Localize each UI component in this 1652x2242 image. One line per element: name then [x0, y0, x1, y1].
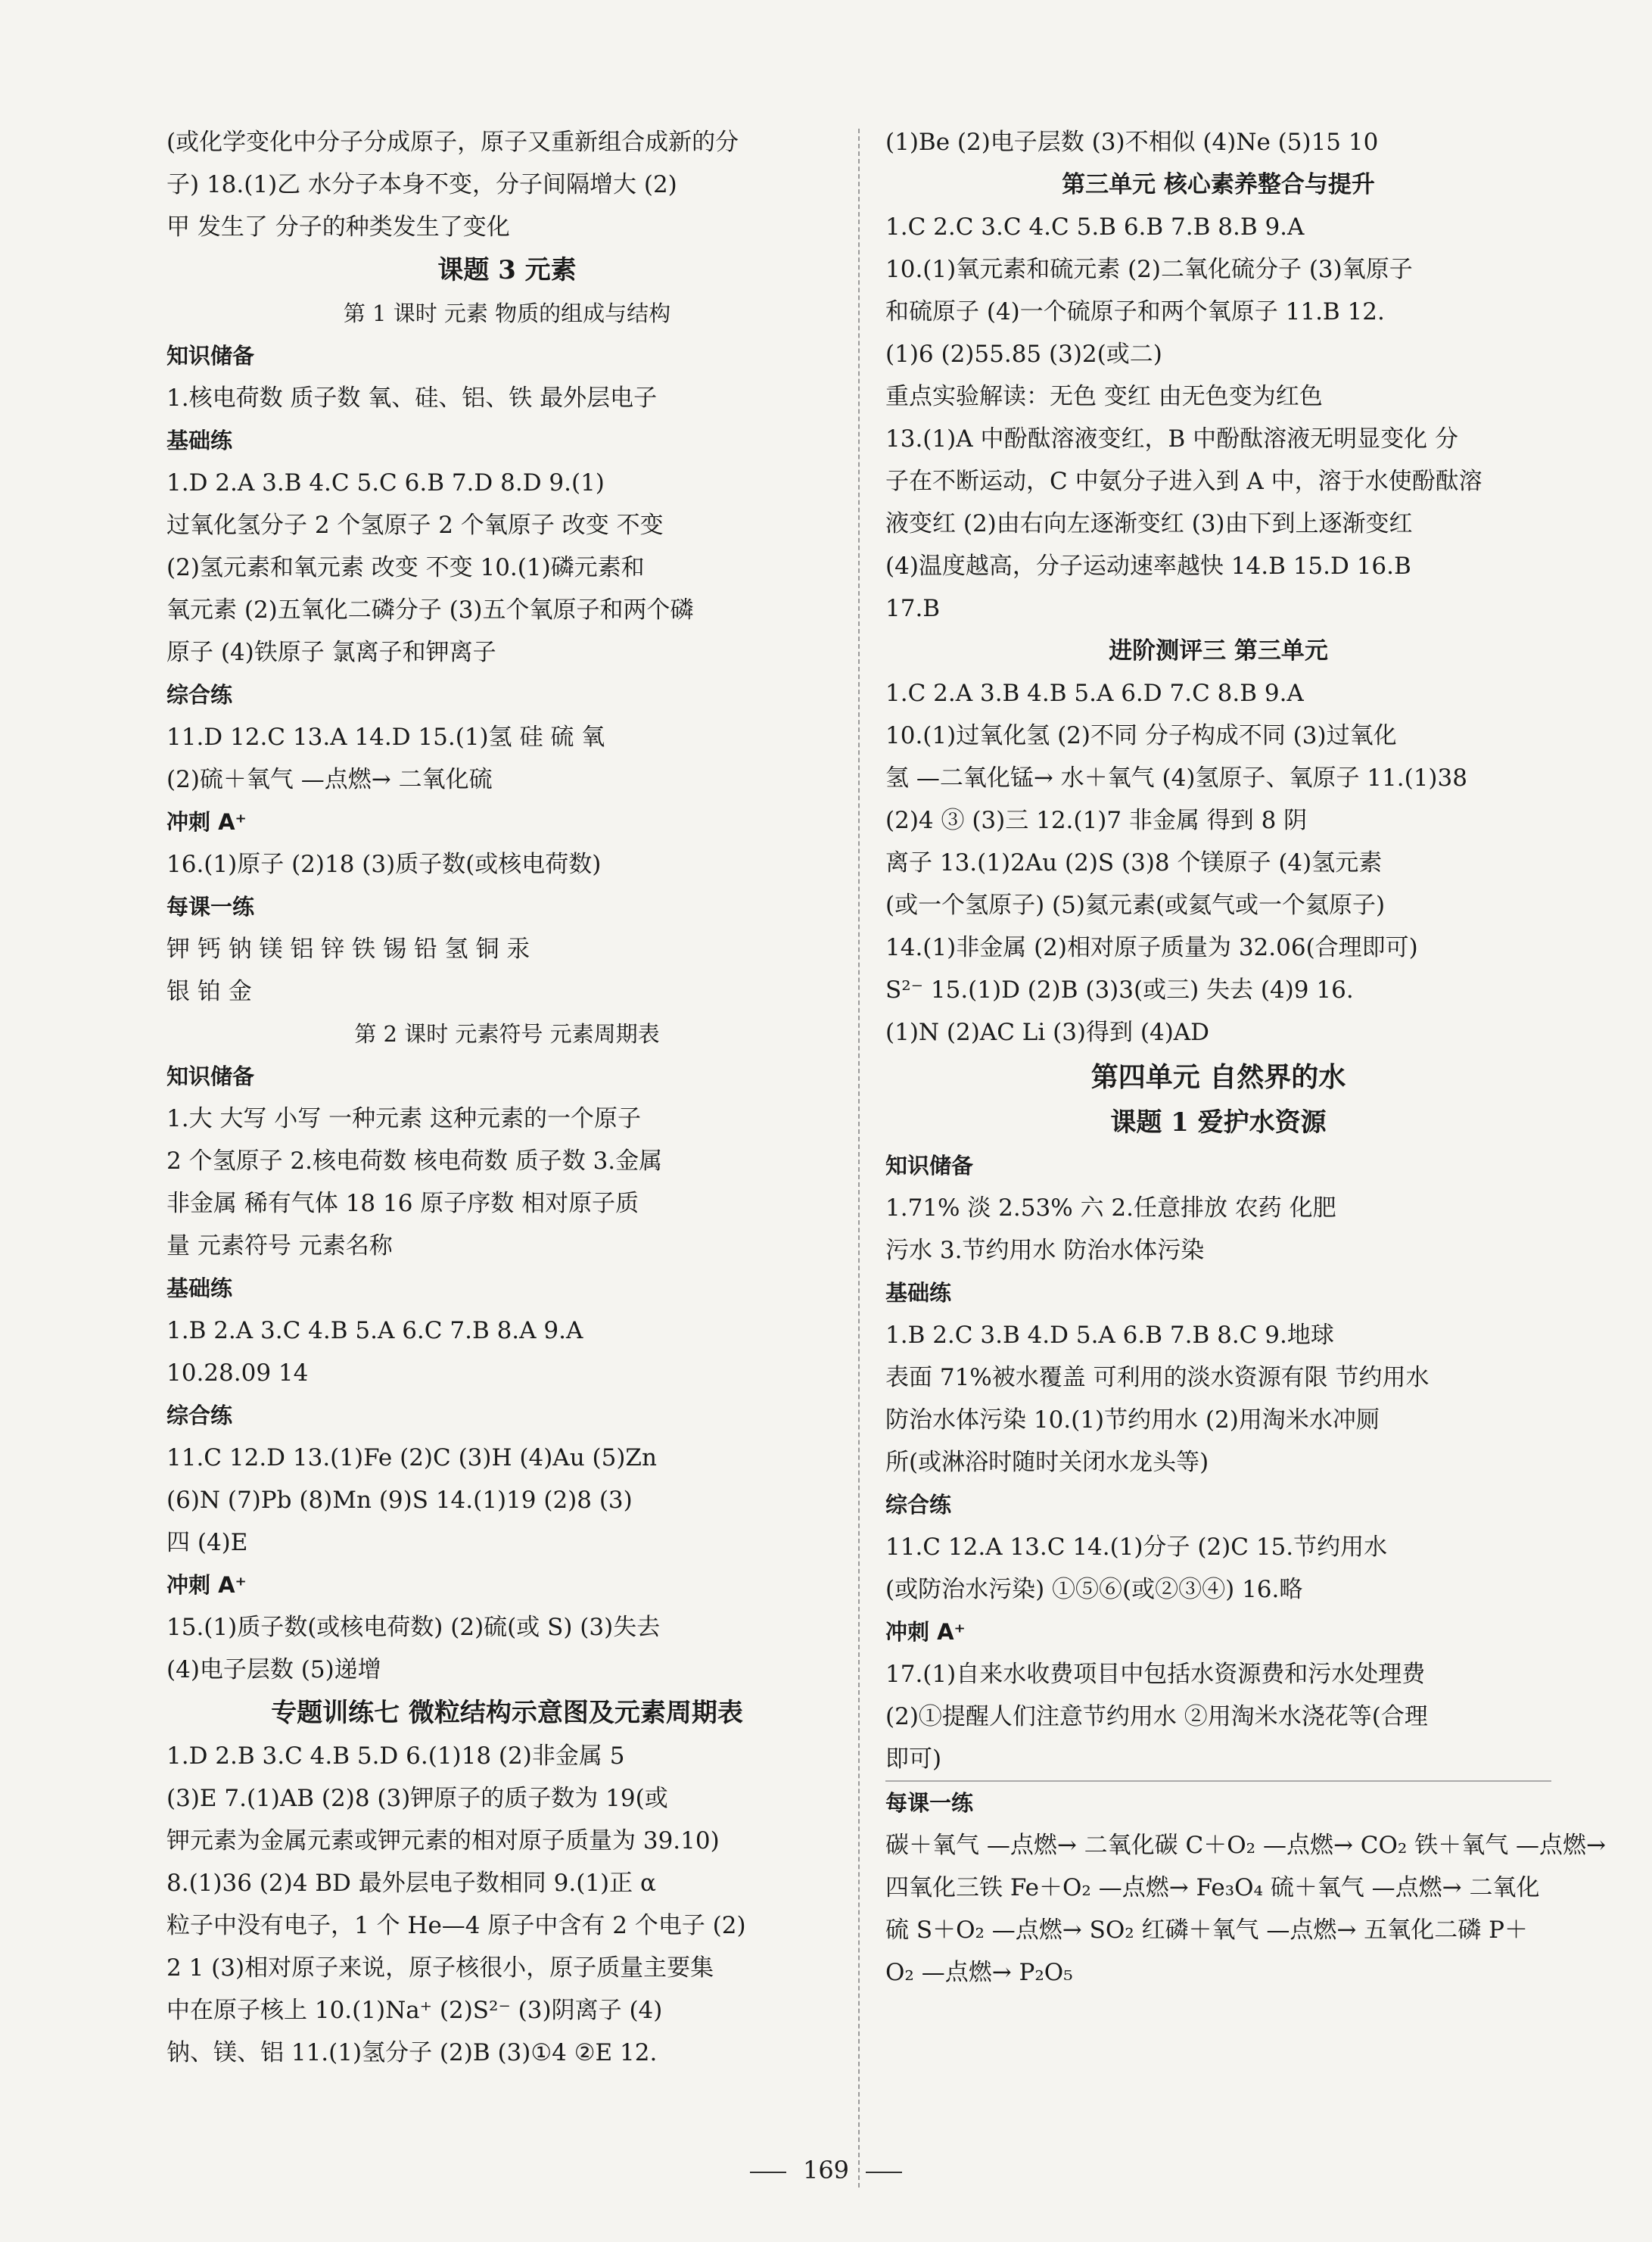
answer-line: (1)N (2)AC Li (3)得到 (4)AD — [885, 1019, 1210, 1046]
answer-line: 10.(1)过氧化氢 (2)不同 分子构成不同 (3)过氧化 — [885, 722, 1397, 749]
answer-line: 2 1 (3)相对原子来说，原子核很小，原子质量主要集 — [166, 1954, 714, 1982]
answer-line: 氧元素 (2)五氧化二磷分子 (3)五个氧原子和两个磷 — [166, 596, 694, 624]
page-number-dash-right — [866, 2172, 902, 2173]
section-label: 知识储备 — [166, 1063, 255, 1089]
answer-line: 17.B — [885, 595, 941, 622]
answer-line: 2 个氢原子 2.核电荷数 核电荷数 质子数 3.金属 — [166, 1147, 663, 1175]
answer-line: 污水 3.节约用水 防治水体污染 — [885, 1237, 1205, 1264]
answer-line: (1)Be (2)电子层数 (3)不相似 (4)Ne (5)15 10 — [885, 129, 1379, 156]
answer-line: 钠、镁、铝 11.(1)氢分子 (2)B (3)①4 ②E 12. — [166, 2039, 658, 2066]
lesson-title: 第 2 课时 元素符号 元素周期表 — [354, 1021, 660, 1047]
answer-line: 量 元素符号 元素名称 — [166, 1232, 393, 1260]
answer-line: 1.D 2.A 3.B 4.C 5.C 6.B 7.D 8.D 9.(1) — [166, 469, 605, 497]
answer-line: 子在不断运动，C 中氨分子进入到 A 中，溶于水使酚酞溶 — [885, 468, 1482, 495]
answer-line: 11.C 12.A 13.C 14.(1)分子 (2)C 15.节约用水 — [885, 1534, 1388, 1561]
answer-line: 13.(1)A 中酚酞溶液变红，B 中酚酞溶液无明显变化 分 — [885, 425, 1458, 453]
answer-line: 1.B 2.C 3.B 4.D 5.A 6.B 7.B 8.C 9.地球 — [885, 1322, 1334, 1349]
answer-line: 钾元素为金属元素或钾元素的相对原子质量为 39.10) — [166, 1827, 720, 1854]
section-label: 每课一练 — [885, 1780, 1551, 1824]
answer-line: 和硫原子 (4)一个硫原子和两个氧原子 11.B 12. — [885, 298, 1385, 325]
answer-line: 氢 —二氧化锰→ 水＋氧气 (4)氢原子、氧原子 11.(1)38 — [885, 764, 1467, 792]
answer-line: 子) 18.(1)乙 水分子本身不变，分子间隔增大 (2) — [166, 171, 677, 198]
lesson-title: 第 1 课时 元素 物质的组成与结构 — [343, 300, 671, 326]
answer-line: S²⁻ 15.(1)D (2)B (3)3(或三) 失去 (4)9 16. — [885, 976, 1354, 1004]
answer-line: 重点实验解读：无色 变红 由无色变为红色 — [885, 383, 1323, 410]
answer-line: 原子 (4)铁原子 氯离子和钾离子 — [166, 639, 496, 666]
answer-line: 1.D 2.B 3.C 4.B 5.D 6.(1)18 (2)非金属 5 — [166, 1742, 625, 1770]
section-title: 课题 3 元素 — [437, 255, 577, 285]
answer-line: (或一个氢原子) (5)氦元素(或氦气或一个氦原子) — [885, 892, 1386, 919]
answer-line: (4)电子层数 (5)递增 — [166, 1656, 381, 1683]
section-title: 课题 1 爱护水资源 — [1110, 1107, 1327, 1138]
page-number-value: 169 — [802, 2156, 850, 2184]
answer-line: 表面 71%被水覆盖 可利用的淡水资源有限 节约用水 — [885, 1364, 1430, 1391]
answer-line: 1.71% 淡 2.53% 六 2.任意排放 农药 化肥 — [885, 1194, 1336, 1222]
answer-line: 硫 S＋O₂ —点燃→ SO₂ 红磷＋氧气 —点燃→ 五氧化二磷 P＋ — [885, 1917, 1528, 1944]
answer-line: 甲 发生了 分子的种类发生了变化 — [166, 213, 510, 241]
answer-line: 14.(1)非金属 (2)相对原子质量为 32.06(合理即可) — [885, 934, 1418, 961]
section-label: 综合练 — [885, 1492, 952, 1518]
answer-line: 1.大 大写 小写 一种元素 这种元素的一个原子 — [166, 1105, 641, 1132]
answer-line: (6)N (7)Pb (8)Mn (9)S 14.(1)19 (2)8 (3) — [166, 1487, 633, 1514]
answer-line: 四 (4)E — [166, 1529, 248, 1556]
answer-line: 防治水体污染 10.(1)节约用水 (2)用淘米水冲厕 — [885, 1406, 1380, 1434]
section-label: 综合练 — [166, 682, 233, 708]
section-label: 冲刺 A⁺ — [166, 1572, 247, 1598]
answer-line: 11.C 12.D 13.(1)Fe (2)C (3)H (4)Au (5)Zn — [166, 1444, 657, 1471]
section-label: 综合练 — [166, 1403, 233, 1428]
answer-line: (1)6 (2)55.85 (3)2(或二) — [885, 341, 1162, 368]
unit-title: 第四单元 自然界的水 — [1090, 1061, 1346, 1093]
section-label: 知识储备 — [166, 343, 255, 369]
section-label: 每课一练 — [166, 894, 255, 920]
answer-line: (2)硫＋氧气 —点燃→ 二氧化硫 — [166, 766, 493, 793]
answer-line: 液变红 (2)由右向左逐渐变红 (3)由下到上逐渐变红 — [885, 510, 1413, 537]
answer-line: O₂ —点燃→ P₂O₅ — [885, 1959, 1073, 1986]
page-number-dash-left — [750, 2172, 786, 2173]
answer-line: 15.(1)质子数(或核电荷数) (2)硫(或 S) (3)失去 — [166, 1614, 661, 1641]
column-divider — [858, 129, 860, 2188]
answer-line: (3)E 7.(1)AB (2)8 (3)钾原子的质子数为 19(或 — [166, 1785, 668, 1812]
answer-line: 所(或淋浴时随时关闭水龙头等) — [885, 1449, 1209, 1476]
left-column — [166, 121, 848, 2074]
answer-line: 粒子中没有电子，1 个 He—4 原子中含有 2 个电子 (2) — [166, 1912, 746, 1939]
answer-line: 非金属 稀有气体 18 16 原子序数 相对原子质 — [166, 1190, 639, 1217]
right-column — [885, 121, 1607, 1994]
section-label: 冲刺 A⁺ — [166, 809, 247, 835]
section-label: 基础练 — [885, 1280, 952, 1306]
answer-line: 17.(1)自来水收费项目中包括水资源费和污水处理费 — [885, 1661, 1426, 1688]
section-label: 基础练 — [166, 428, 233, 453]
answer-line: 16.(1)原子 (2)18 (3)质子数(或核电荷数) — [166, 851, 602, 878]
answer-line: 钾 钙 钠 镁 铝 锌 铁 锡 铅 氢 铜 汞 — [166, 936, 530, 963]
answer-line: (或化学变化中分子分成原子，原子又重新组合成新的分 — [166, 129, 739, 156]
section-title: 专题训练七 微粒结构示意图及元素周期表 — [271, 1698, 743, 1728]
answer-line: 1.核电荷数 质子数 氧、硅、铝、铁 最外层电子 — [166, 385, 658, 412]
answer-line: 1.B 2.A 3.C 4.B 5.A 6.C 7.B 8.A 9.A — [166, 1317, 583, 1344]
answer-line: 碳＋氧气 —点燃→ 二氧化碳 C＋O₂ —点燃→ CO₂ 铁＋氧气 —点燃→ — [885, 1832, 1607, 1859]
answer-line: 10.(1)氧元素和硫元素 (2)二氧化硫分子 (3)氧原子 — [885, 256, 1413, 283]
answer-line: (2)①提醒人们注意节约用水 ②用淘米水浇花等(合理 — [885, 1703, 1428, 1730]
section-heading: 第三单元 核心素养整合与提升 — [1062, 171, 1375, 198]
answer-line: 1.C 2.A 3.B 4.B 5.A 6.D 7.C 8.B 9.A — [885, 680, 1304, 707]
answer-line: 11.D 12.C 13.A 14.D 15.(1)氢 硅 硫 氧 — [166, 724, 605, 751]
section-label: 基础练 — [166, 1275, 233, 1301]
page-number — [0, 2156, 1652, 2184]
answer-line: 离子 13.(1)2Au (2)S (3)8 个镁原子 (4)氢元素 — [885, 849, 1383, 877]
answer-line: 即可) — [885, 1745, 942, 1773]
answer-line: 四氧化三铁 Fe＋O₂ —点燃→ Fe₃O₄ 硫＋氧气 —点燃→ 二氧化 — [885, 1874, 1540, 1901]
answer-line: (或防治水污染) ①⑤⑥(或②③④) 16.略 — [885, 1576, 1303, 1603]
section-label: 知识储备 — [885, 1153, 974, 1179]
answer-line: (4)温度越高，分子运动速率越快 14.B 15.D 16.B — [885, 553, 1411, 580]
answer-line: 8.(1)36 (2)4 BD 最外层电子数相同 9.(1)正 α — [166, 1870, 656, 1897]
answer-line: 银 铂 金 — [166, 978, 252, 1005]
answer-line: 1.C 2.C 3.C 4.C 5.B 6.B 7.B 8.B 9.A — [885, 213, 1305, 241]
answer-line: (2)氢元素和氧元素 改变 不变 10.(1)磷元素和 — [166, 554, 645, 581]
answer-line: (2)4 ③ (3)三 12.(1)7 非金属 得到 8 阴 — [885, 807, 1308, 834]
section-heading: 进阶测评三 第三单元 — [1109, 637, 1328, 665]
section-label: 冲刺 A⁺ — [885, 1619, 966, 1645]
answer-line: 过氧化氢分子 2 个氢原子 2 个氧原子 改变 不变 — [166, 512, 664, 539]
answer-line: 中在原子核上 10.(1)Na⁺ (2)S²⁻ (3)阴离子 (4) — [166, 1997, 663, 2024]
answer-line: 10.28.09 14 — [166, 1359, 309, 1387]
